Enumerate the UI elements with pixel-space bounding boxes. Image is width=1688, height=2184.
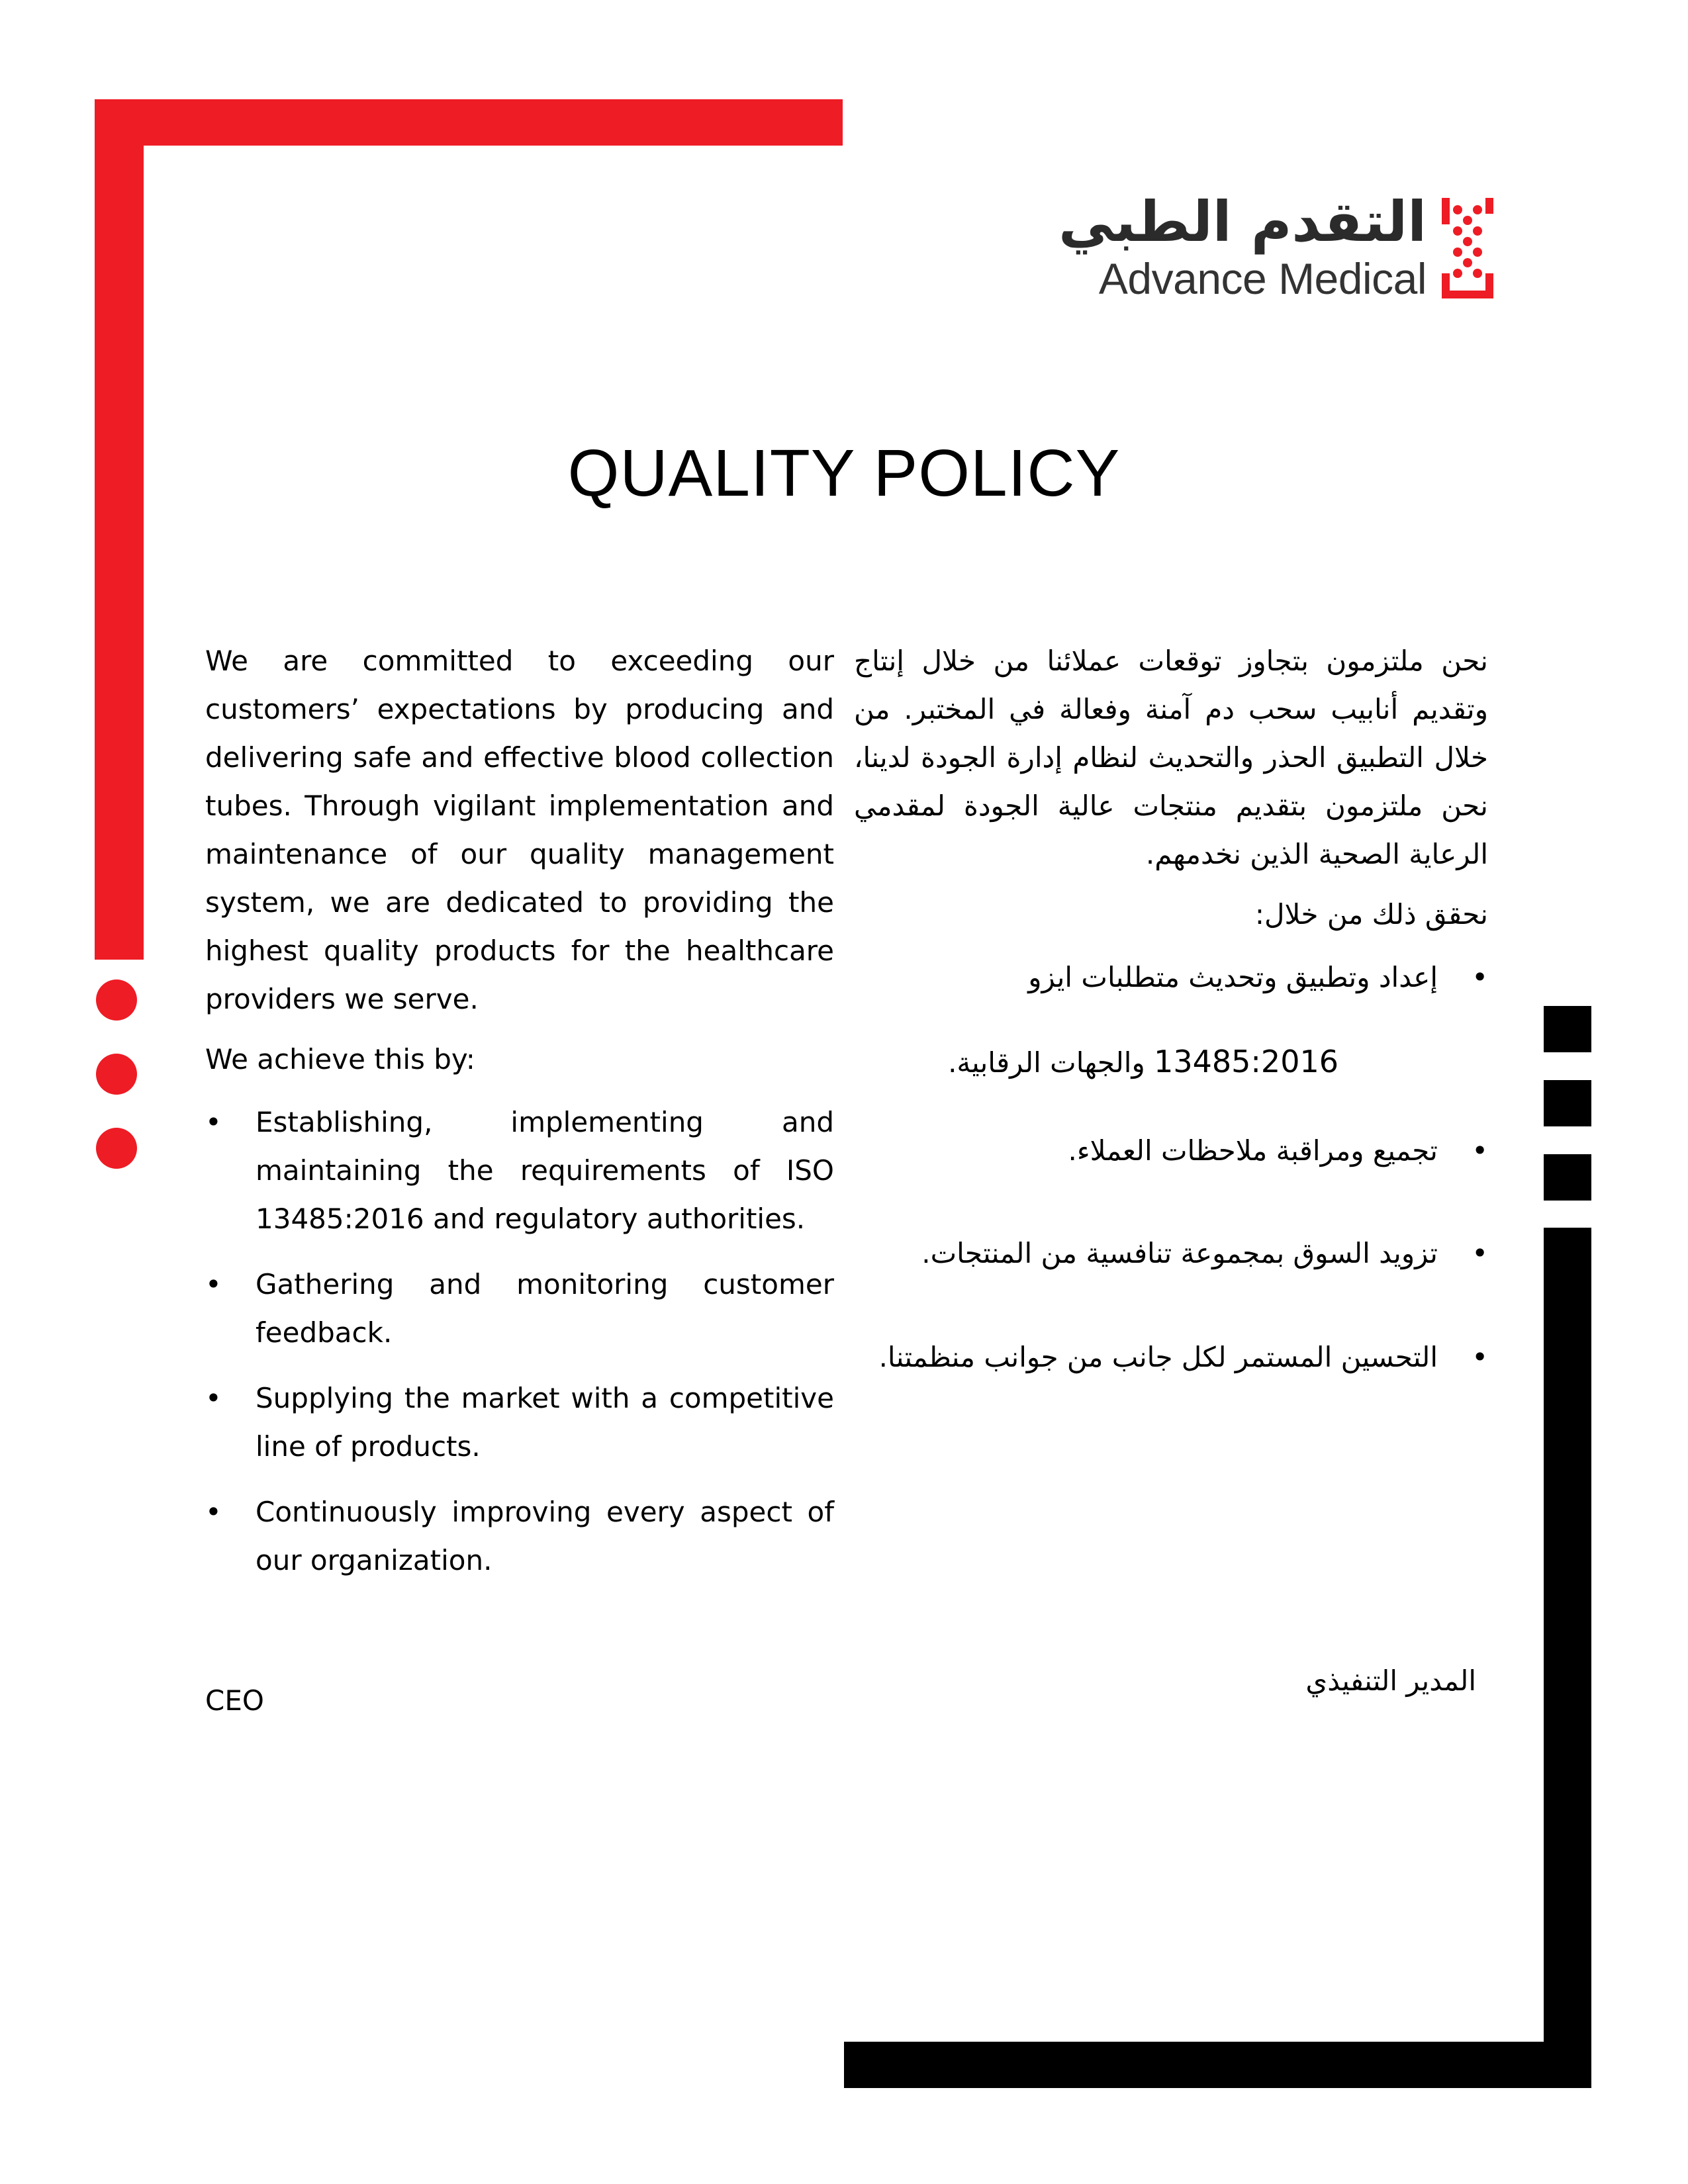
bullet-icon: • [205,1268,222,1300]
logo-arabic-text: التقدم الطبي [1058,189,1427,254]
bullet-icon: • [1472,1341,1488,1373]
bullet-icon: • [1472,1134,1488,1167]
signature-english: CEO [205,1684,264,1717]
arabic-lead: نحقق ذلك من خلال: [1254,898,1488,931]
list-item: • Supplying the market with a competitive line of products. [205,1374,834,1471]
frame-left-bar [95,99,144,960]
english-intro: We are committed to exceeding our customers’ expectations by producing and delivering safe and effective blood collection tubes. Through vigilant implementation and maintenance of our quality management system, we are dedicated to providing the highest quality products for the healthcare providers we serve. [205,645,834,1015]
decor-square [1544,1006,1591,1052]
decor-dot [96,1128,137,1169]
list-item: • تجميع ومراقبة ملاحظات العملاء. [854,1126,1488,1175]
logo-english-text: Advance Medical [1098,254,1427,303]
bullet-icon: • [205,1382,222,1414]
bullet-icon: • [205,1496,222,1528]
english-column [205,637,834,1602]
bullet-icon: • [1472,961,1488,993]
list-item: • Gathering and monitoring customer feedback. [205,1260,834,1357]
arabic-column [854,637,1488,1381]
decor-square [1544,1154,1591,1201]
english-lead: We achieve this by: [205,1043,475,1075]
page-title: QUALITY POLICY [567,436,1121,510]
arabic-intro: نحن ملتزمون بتجاوز توقعات عملائنا من خلال إنتاج وتقديم أنابيب سحب دم آمنة وفعالة في المختبر. من خلال التطبيق الحذر والتحديث لنظام إدارة الجودة لدينا، نحن ملتزمون بتقديم منتجات عالية الجودة لمقدمي الرعاية الصحية الذين نخدمهم. [854,645,1488,870]
frame-right-bar [1544,1228,1591,2088]
frame-bottom-bar [844,2042,1591,2088]
list-item: • Establishing, implementing and maintaining the requirements of ISO 13485:2016 and regulatory authorities. [205,1098,834,1243]
dna-chain-icon [1439,195,1496,301]
list-item: • التحسين المستمر لكل جانب من جوانب منظمتنا. [854,1333,1488,1381]
list-item: • إعداد وتطبيق وتحديث متطلبات ايزو 13485:2016 والجهات الرقابية. [854,953,1488,1087]
bullet-icon: • [1472,1237,1488,1269]
decor-square [1544,1080,1591,1126]
frame-top-bar [95,99,843,146]
bullet-icon: • [205,1106,222,1138]
english-list [205,1098,834,1584]
list-item: • تزويد السوق بمجموعة تنافسية من المنتجات. [854,1229,1488,1277]
signature-arabic: المدير التنفيذي [1305,1664,1476,1697]
decor-dot [96,1054,137,1095]
list-item: • Continuously improving every aspect of our organization. [205,1488,834,1584]
decor-dot [96,979,137,1021]
company-logo [1058,189,1496,308]
